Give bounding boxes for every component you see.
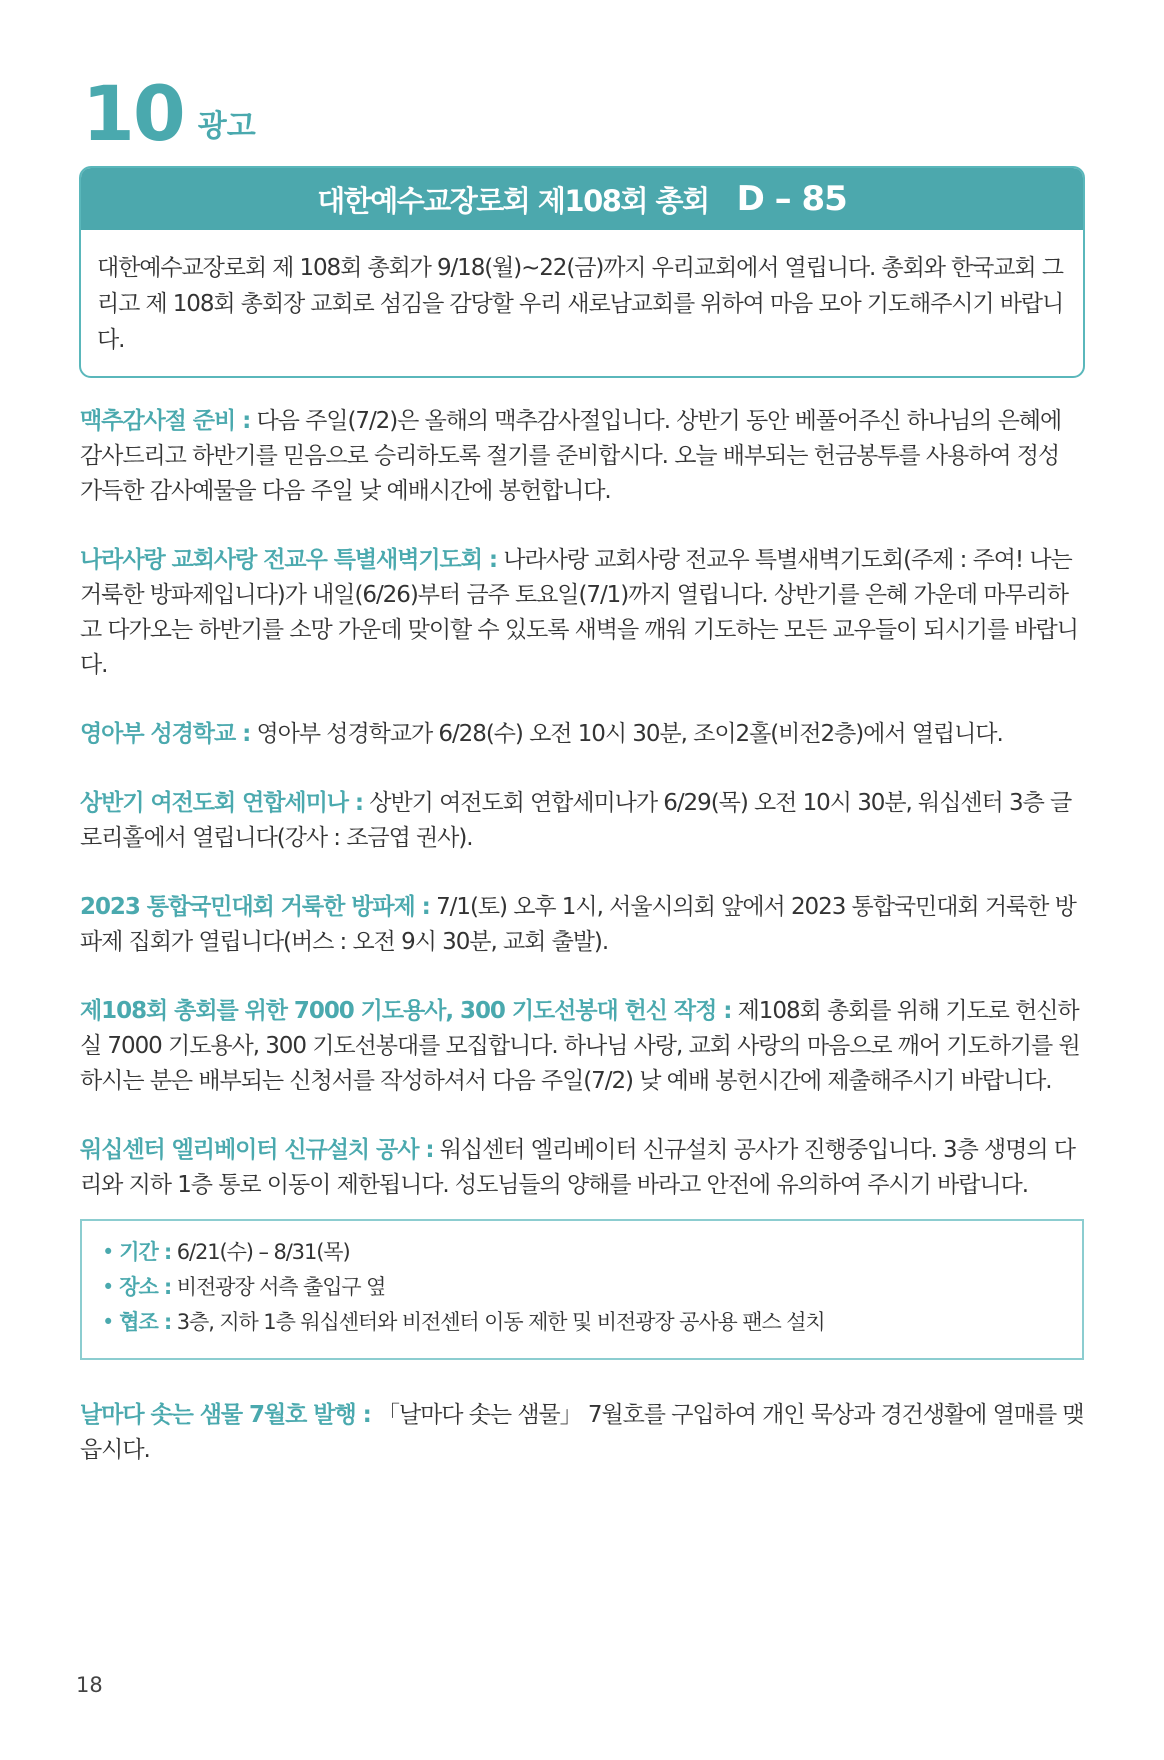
dday-counter: D – 85: [736, 179, 847, 219]
notice-list: [80, 404, 1084, 1502]
bullet-icon: •: [102, 1240, 114, 1264]
info-text: 3층, 지하 1층 워십센터와 비전센터 이동 제한 및 비전광장 공사용 팬스 설치: [171, 1310, 825, 1334]
notice-text: 7/1(토) 오후 1시, 서울시의회 앞에서 2023 통합국민대회 거룩한 방파제 집회가 열립니다(버스 : 오전 9시 30분, 교회 출발).: [80, 894, 1076, 955]
notice-label: 맥추감사절 준비 :: [80, 408, 251, 434]
notice-label: 제108회 총회를 위한 7000 기도용사, 300 기도선봉대 헌신 작정 :: [80, 998, 732, 1024]
info-label: 기간 :: [119, 1240, 172, 1264]
notice-label: 날마다 솟는 샘물 7월호 발행 :: [80, 1402, 371, 1428]
info-label: 협조 :: [119, 1310, 172, 1334]
banner-body-text: 대한예수교장로회 제 108회 총회가 9/18(월)~22(금)까지 우리교회에서 열립니다. 총회와 한국교회 그리고 제 108회 총회장 교회로 섬김을 감당할 우리 새로남교회를 위하여 마음 모아 기도해주시기 바랍니다.: [97, 255, 1064, 353]
bullet-icon: •: [102, 1310, 114, 1334]
notice-text: 「날마다 솟는 샘물」 7월호를 구입하여 개인 묵상과 경건생활에 열매를 맺읍시다.: [80, 1402, 1084, 1463]
notice-prayer-warriors: [80, 994, 1084, 1099]
notice-text: 나라사랑 교회사랑 전교우 특별새벽기도회(주제 : 주여! 나는 거룩한 방파제입니다)가 내일(6/26)부터 금주 토요일(7/1)까지 열립니다. 상반기를 은혜 가운데 마무리하고 다가오는 하반기를 소망 가운데 맞이할 수 있도록 새벽을 깨워 기도하는 모든 교우들이 되시기를 바랍니다.: [80, 547, 1078, 678]
bullet-icon: •: [102, 1275, 114, 1299]
notice-text: 워십센터 엘리베이터 신규설치 공사가 진행중입니다. 3층 생명의 다리와 지하 1층 통로 이동이 제한됩니다. 성도님들의 양해를 바라고 안전에 유의하여 주시기 바랍니다.: [80, 1137, 1075, 1198]
notice-text: 영아부 성경학교가 6/28(수) 오전 10시 30분, 조이2홀(비전2층)에서 열립니다.: [250, 721, 1003, 747]
notice-label: 상반기 여전도회 연합세미나 :: [80, 790, 364, 816]
notice-elevator-construction: [80, 1133, 1084, 1203]
construction-info-box: [80, 1219, 1084, 1360]
info-text: 6/21(수) – 8/31(목): [171, 1240, 350, 1264]
banner-header: [81, 168, 1083, 230]
notice-thanksgiving: [80, 404, 1084, 509]
page-header: [82, 69, 256, 158]
page-number: 18: [76, 1673, 103, 1697]
info-text: 비전광장 서측 출입구 옆: [171, 1275, 386, 1299]
notice-dawn-prayer: [80, 543, 1084, 683]
notice-womens-seminar: [80, 786, 1084, 856]
notice-label: 나라사랑 교회사랑 전교우 특별새벽기도회 :: [80, 547, 498, 573]
general-assembly-banner: [79, 166, 1085, 378]
notice-infant-bible-school: [80, 717, 1084, 752]
notice-label: 워십센터 엘리베이터 신규설치 공사 :: [80, 1137, 434, 1163]
notice-text: 제108회 총회를 위해 기도로 헌신하실 7000 기도용사, 300 기도선봉대를 모집합니다. 하나님 사랑, 교회 사랑의 마음으로 깨어 기도하기를 원하시는 분은 배부되는 신청서를 작성하셔서 다음 주일(7/2) 낮 예배 봉헌시간에 제출해주시기 바랍니다.: [80, 998, 1080, 1094]
notice-label: 영아부 성경학교 :: [80, 721, 251, 747]
section-title: 광고: [197, 109, 256, 144]
notice-text: 다음 주일(7/2)은 올해의 맥추감사절입니다. 상반기 동안 베풀어주신 하나님의 은혜에 감사드리고 하반기를 믿음으로 승리하도록 절기를 준비합시다. 오늘 배부되는 헌금봉투를 사용하여 정성 가득한 감사예물을 다음 주일 낮 예배시간에 봉헌합니다.: [80, 408, 1062, 504]
info-row-period: [102, 1235, 1062, 1270]
info-row-cooperation: [102, 1305, 1062, 1340]
notice-devotional-magazine: [80, 1398, 1084, 1468]
info-label: 장소 :: [119, 1275, 172, 1299]
notice-text: 상반기 여전도회 연합세미나가 6/29(목) 오전 10시 30분, 워십센터 3층 글로리홀에서 열립니다(강사 : 조금엽 권사).: [80, 790, 1072, 851]
info-row-location: [102, 1270, 1062, 1305]
section-number: 10: [82, 69, 184, 158]
banner-title: 대한예수교장로회 제108회 총회: [317, 183, 709, 218]
notice-label: 2023 통합국민대회 거룩한 방파제 :: [80, 894, 430, 920]
notice-national-rally: [80, 890, 1084, 960]
